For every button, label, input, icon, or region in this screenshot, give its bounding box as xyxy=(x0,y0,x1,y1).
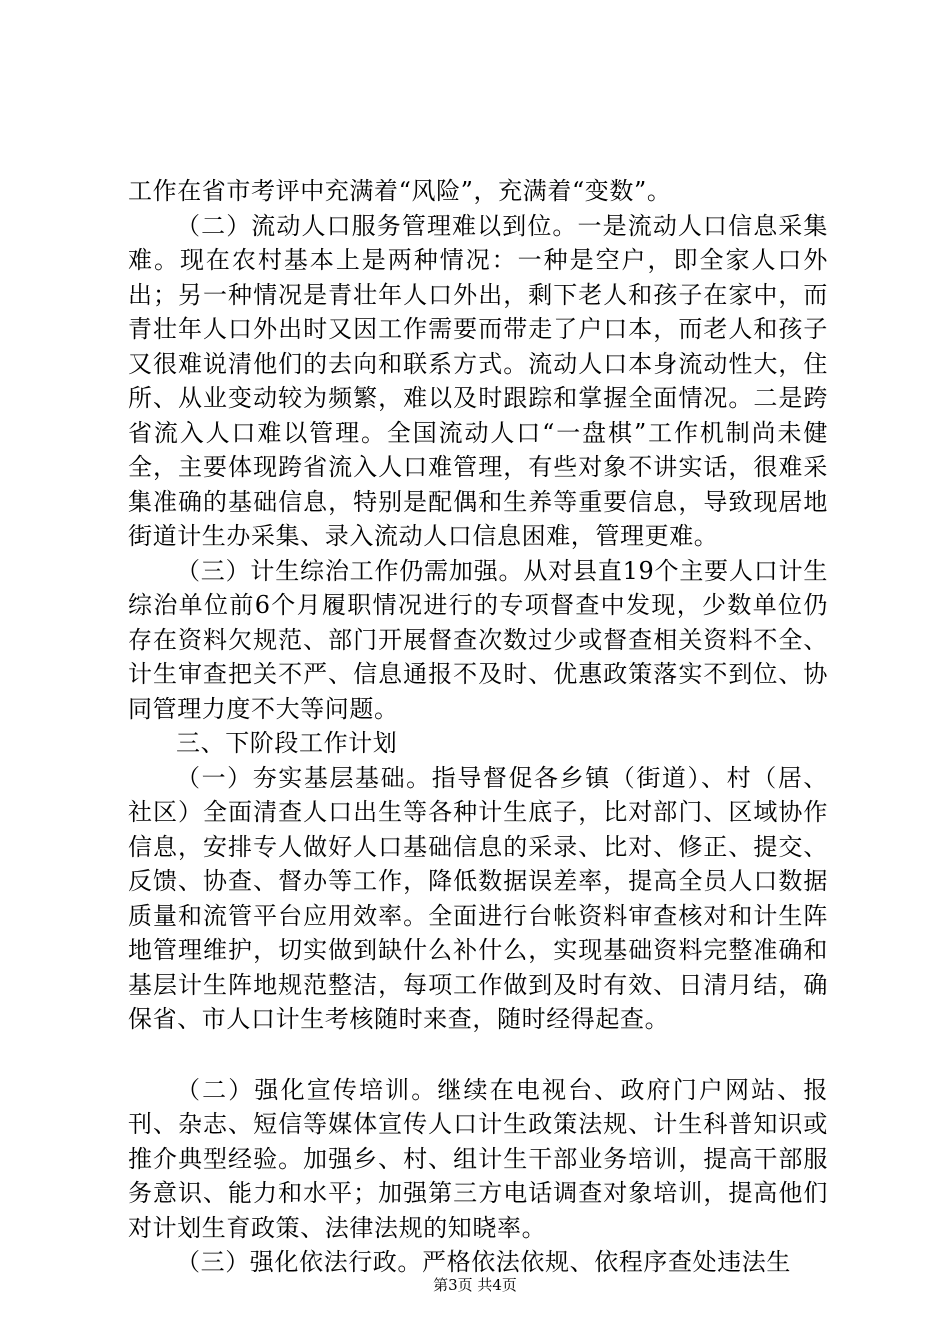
paragraph-publicity-training: （二）强化宣传培训。继续在电视台、政府门户网站、报刊、杂志、短信等媒体宣传人口计生政策法规、计生科普知识或推介典型经验。加强乡、村、组计生干部业务培训，提高干部服务意识、能力和水平；加强第三方电话调查对象培训，提高他们对计划生育政策、法律法规的知晓率。 xyxy=(128,1075,828,1242)
paragraph-continuation: 工作在省市考评中充满着“风险”，充满着“变数”。 xyxy=(128,177,672,205)
paragraph-law-administration: （三）强化依法行政。严格依法依规、依程序查处违法生 xyxy=(176,1248,791,1276)
page-number-footer: 第3页 共4页 xyxy=(433,1276,517,1294)
section-heading-next-plan: 三、下阶段工作计划 xyxy=(176,729,398,757)
paragraph-comprehensive-governance: （三）计生综治工作仍需加强。从对县直19个主要人口计生综治单位前6个月履职情况进行的专项督查中发现，少数单位仍存在资料欠规范、部门开展督查次数过少或督查相关资料不全、计生审查把关不严、信息通报不及时、优惠政策落实不到位、协同管理力度不大等问题。 xyxy=(128,556,828,723)
paragraph-grassroots-foundation: （一）夯实基层基础。指导督促各乡镇（街道）、村（居、社区）全面清查人口出生等各种计生底子，比对部门、区域协作信息，安排专人做好人口基础信息的采录、比对、修正、提交、反馈、协查、督办等工作，降低数据误差率，提高全员人口数据质量和流管平台应用效率。全面进行台帐资料审查核对和计生阵地管理维护，切实做到缺什么补什么，实现基础资料完整准确和基层计生阵地规范整洁，每项工作做到及时有效、日清月结，确保省、市人口计生考核随时来查，随时经得起查。 xyxy=(128,763,828,1033)
document-body xyxy=(128,174,828,1280)
paragraph-floating-population: （二）流动人口服务管理难以到位。一是流动人口信息采集难。现在农村基本上是两种情况：一种是空户，即全家人口外出；另一种情况是青壮年人口外出，剩下老人和孩子在家中，而青壮年人口外出时又因工作需要而带走了户口本，而老人和孩子又很难说清他们的去向和联系方式。流动人口本身流动性大，住所、从业变动较为频繁，难以及时跟踪和掌握全面情况。二是跨省流入人口难以管理。全国流动人口“一盘棋”工作机制尚未健全，主要体现跨省流入人口难管理，有些对象不讲实话，很难采集准确的基础信息，特别是配偶和生养等重要信息，导致现居地街道计生办采集、录入流动人口信息困难，管理更难。 xyxy=(128,211,828,550)
